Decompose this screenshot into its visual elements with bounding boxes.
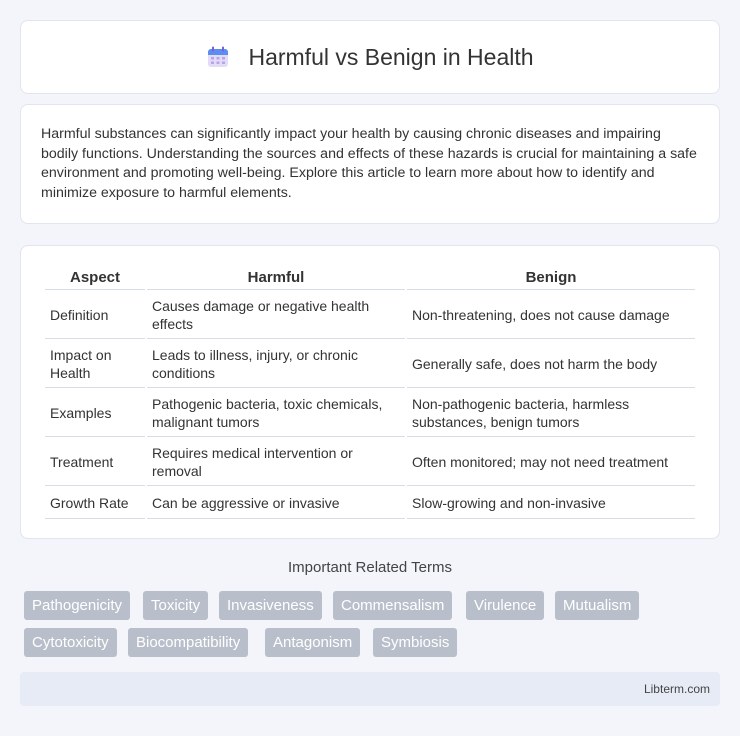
table-row: [45, 439, 695, 486]
header-aspect: Aspect: [45, 266, 145, 290]
table-row: [45, 341, 695, 388]
table-row: [45, 292, 695, 339]
intro-text: Harmful substances can significantly impact your health by causing chronic diseases and impairing bodily functions. Understanding the sources and effects of these hazards is crucial for maintaining a safe environment and promoting well-being. Explore this article to learn more about how to identify and minimize exposure to harmful elements.: [41, 126, 697, 201]
intro-card: [20, 104, 720, 224]
cell-aspect: Treatment: [45, 439, 145, 486]
related-terms-title: Important Related Terms: [288, 559, 452, 576]
cell-benign: Generally safe, does not harm the body: [407, 341, 695, 388]
cell-harmful: Can be aggressive or invasive: [147, 488, 405, 519]
tag-virulence[interactable]: Virulence: [466, 591, 544, 620]
cell-harmful: Leads to illness, injury, or chronic conditions: [147, 341, 405, 388]
tag-mutualism[interactable]: Mutualism: [555, 591, 639, 620]
tag-cytotoxicity[interactable]: Cytotoxicity: [24, 628, 117, 657]
cell-benign: Slow-growing and non-invasive: [407, 488, 695, 519]
footer: [20, 672, 720, 706]
cell-benign: Often monitored; may not need treatment: [407, 439, 695, 486]
header-card: [20, 20, 720, 94]
cell-harmful: Pathogenic bacteria, toxic chemicals, malignant tumors: [147, 390, 405, 437]
tag-symbiosis[interactable]: Symbiosis: [373, 628, 457, 657]
comparison-table: [43, 264, 697, 521]
cell-benign: Non-pathogenic bacteria, harmless substances, benign tumors: [407, 390, 695, 437]
header-harmful: Harmful: [147, 266, 405, 290]
tag-toxicity[interactable]: Toxicity: [143, 591, 208, 620]
cell-aspect: Definition: [45, 292, 145, 339]
cell-aspect: Examples: [45, 390, 145, 437]
table-row: [45, 488, 695, 519]
tag-invasiveness[interactable]: Invasiveness: [219, 591, 322, 620]
comparison-card: [20, 245, 720, 539]
tag-biocompatibility[interactable]: Biocompatibility: [128, 628, 248, 657]
cell-benign: Non-threatening, does not cause damage: [407, 292, 695, 339]
cell-aspect: Impact on Health: [45, 341, 145, 388]
header-benign: Benign: [407, 266, 695, 290]
tag-antagonism[interactable]: Antagonism: [265, 628, 360, 657]
calendar-icon: [206, 45, 230, 69]
page-title: Harmful vs Benign in Health: [248, 43, 534, 70]
footer-site-link[interactable]: Libterm.com: [643, 682, 710, 696]
cell-harmful: Requires medical intervention or removal: [147, 439, 405, 486]
tag-commensalism[interactable]: Commensalism: [333, 591, 452, 620]
table-row: [45, 390, 695, 437]
tag-pathogenicity[interactable]: Pathogenicity: [24, 591, 130, 620]
cell-aspect: Growth Rate: [45, 488, 145, 519]
cell-harmful: Causes damage or negative health effects: [147, 292, 405, 339]
